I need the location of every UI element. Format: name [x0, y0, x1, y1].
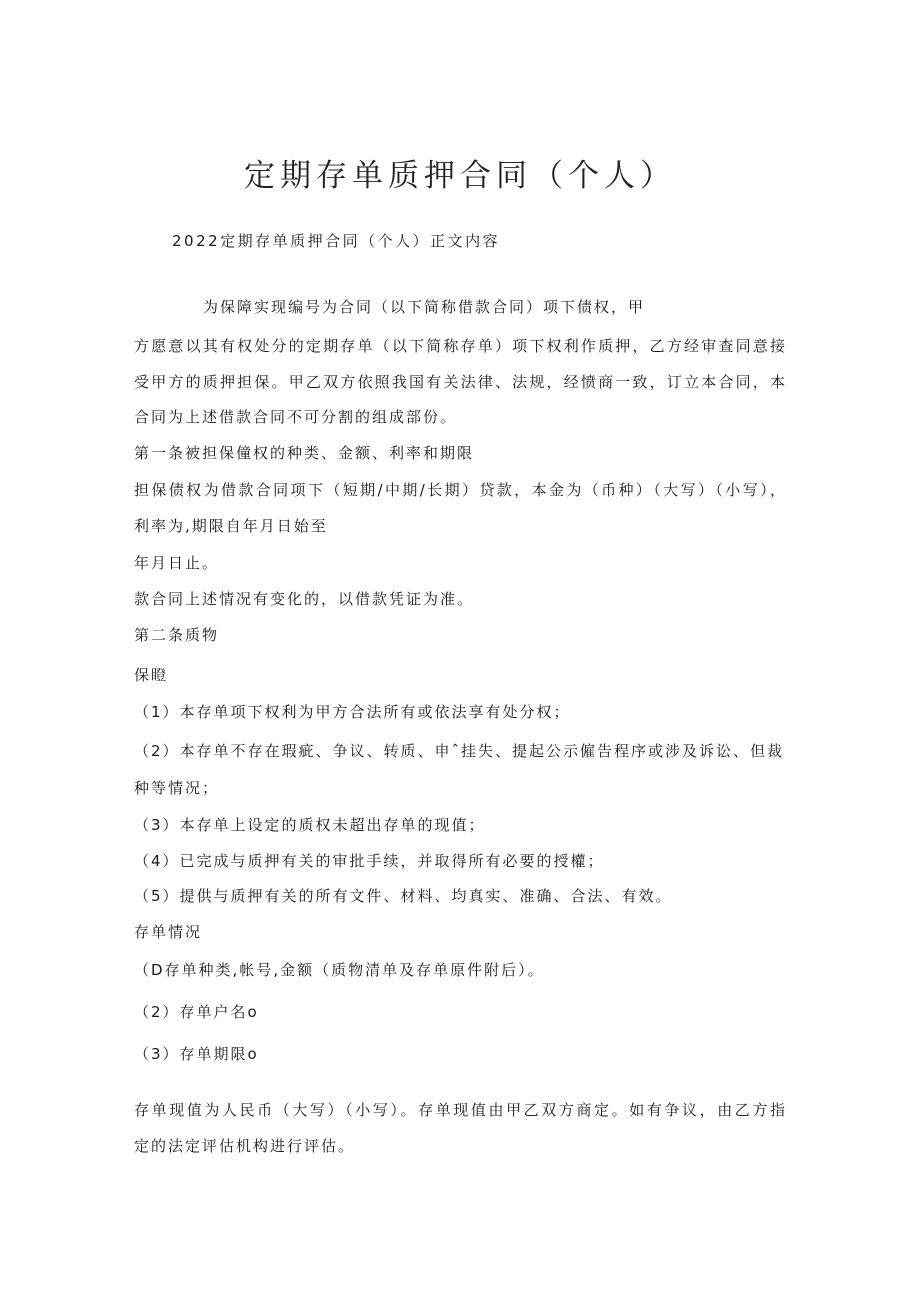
- list-item: （1）本存单项下权利为甲方合法所有或依法享有处分权；: [134, 703, 571, 721]
- article-heading: 第一条被担保僮权的种类、金额、利率和期限: [134, 444, 475, 462]
- list-item: （3）存单期限o: [134, 1045, 259, 1063]
- section-heading: 保瞪: [134, 666, 169, 684]
- paragraph-line: 利率为,期限自年月日始至: [134, 517, 328, 535]
- paragraph-line: 方愿意以其有权处分的定期存单（以下简称存单）项下权利作质押，乙方经审查同意接: [134, 337, 786, 355]
- paragraph-line: 为保障实现编号为合同（以下简称借款合同）项下债权，甲: [203, 298, 646, 316]
- section-heading: 存单情况: [134, 923, 203, 941]
- paragraph-line: 款合同上述情况有变化的，以借款凭证为准。: [134, 590, 475, 608]
- paragraph-line: 定的法定评估机构进行评估。: [134, 1137, 356, 1155]
- paragraph-line: 担保债权为借款合同项下（短期/中期/长期）贷款，本金为（币种）（大写）（小写），: [134, 481, 786, 499]
- list-item: （3）本存单上设定的质权未超出存单的现值；: [134, 816, 486, 834]
- list-item: （2）存单户名o: [134, 1003, 259, 1021]
- list-item: （5）提供与质押有关的所有文件、材料、均真实、准确、合法、有效。: [134, 887, 673, 905]
- paragraph-line: 合同为上述借款合同不可分割的组成部份。: [134, 408, 458, 426]
- paragraph-line: 受甲方的质押担保。甲乙双方依照我国有关法律、法规，经愤商一致，订立本合同，本: [134, 373, 786, 391]
- document-subtitle: 2022定期存单质押合同（个人）正文内容: [172, 232, 501, 250]
- list-item: （D存单种类,帐号,金额（质物清单及存单原件附后）。: [134, 961, 545, 979]
- document-title: 定期存单质押合同（个人）: [244, 158, 676, 194]
- paragraph-line: 年月日止。: [134, 554, 220, 572]
- list-item: （4）已完成与质押有关的审批手续，并取得所有必要的授權；: [134, 852, 605, 870]
- paragraph-line: 种等情况；: [134, 779, 220, 797]
- paragraph-line: 存单现值为人民币（大写）（小写）。存单现值由甲乙双方商定。如有争议，由乙方指: [134, 1101, 786, 1119]
- article-heading: 第二条质物: [134, 626, 220, 644]
- list-item: （2）本存单不存在瑕疵、争议、转质、申ˆ挂失、提起公示僱告程序或涉及诉讼、但裁: [134, 742, 785, 760]
